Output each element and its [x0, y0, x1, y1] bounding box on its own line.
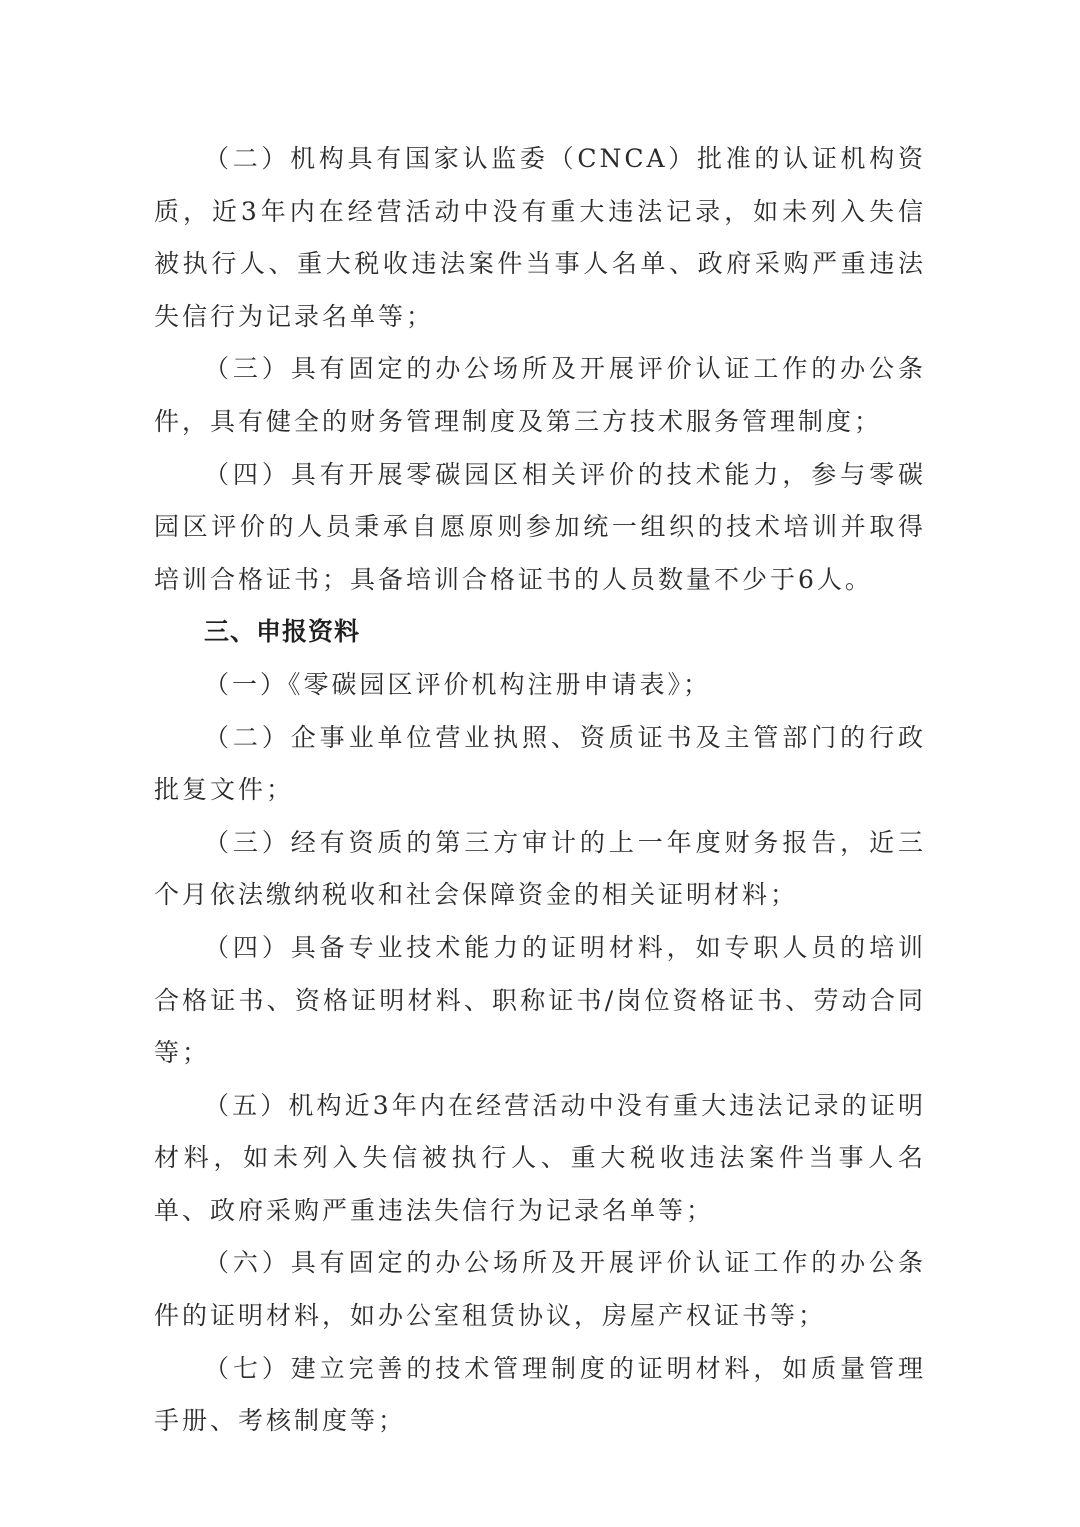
paragraph-material-6: （六）具有固定的办公场所及开展评价认证工作的办公条件的证明材料，如办公室租赁协议，房屋产权证书等；: [154, 1248, 926, 1331]
paragraph-material-5: （五）机构近3年内在经营活动中没有重大违法记录的证明材料，如未列入失信被执行人、重大税收违法案件当事人名单、政府采购严重违法失信行为记录名单等；: [154, 1090, 926, 1225]
paragraph-material-4: （四）具备专业技术能力的证明材料，如专职人员的培训合格证书、资格证明材料、职称证书/岗位资格证书、劳动合同等；: [154, 932, 926, 1068]
paragraph-qualification-4: （四）具有开展零碳园区相关评价的技术能力，参与零碳园区评价的人员秉承自愿原则参加统一组织的技术培训并取得培训合格证书；具备培训合格证书的人员数量不少于6人。: [154, 459, 926, 594]
paragraph-material-7: （七）建立完善的技术管理制度的证明材料，如质量管理手册、考核制度等；: [154, 1353, 926, 1436]
section-heading-application-materials: 三、申报资料: [204, 617, 361, 647]
paragraph-qualification-2: （二）机构具有国家认监委（CNCA）批准的认证机构资质，近3年内在经营活动中没有重大违法记录，如未列入失信被执行人、重大税收违法案件当事人名单、政府采购严重违法失信行为记录名单等；: [154, 144, 926, 331]
document-body: [154, 133, 926, 1448]
paragraph-qualification-3: （三）具有固定的办公场所及开展评价认证工作的办公条件，具有健全的财务管理制度及第三方技术服务管理制度；: [154, 354, 926, 436]
paragraph-material-3: （三）经有资质的第三方审计的上一年度财务报告，近三个月依法缴纳税收和社会保障资金的相关证明材料；: [154, 827, 926, 910]
paragraph-material-1: （一）《零碳园区评价机构注册申请表》；: [204, 669, 712, 699]
paragraph-material-2: （二）企事业单位营业执照、资质证书及主管部门的行政批复文件；: [154, 722, 926, 805]
